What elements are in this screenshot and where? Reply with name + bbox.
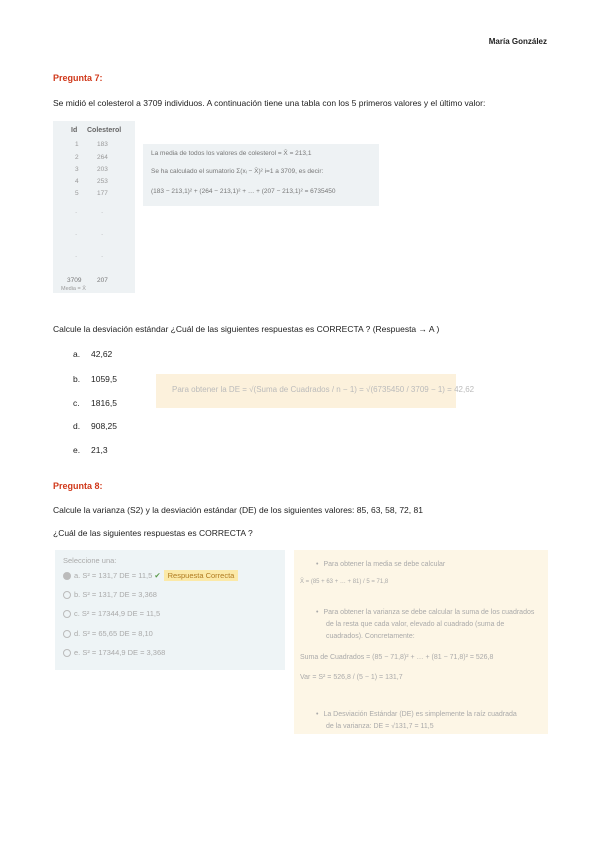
table-cell: · xyxy=(101,231,104,238)
table-cell: 5 xyxy=(75,190,79,197)
table-cell: 264 xyxy=(97,154,108,161)
explanation-mean-formula: X̄ = (85 + 63 + … + 81) / 5 = 71,8 xyxy=(300,579,389,585)
quiz-option-e xyxy=(63,648,165,657)
option-value: 21,3 xyxy=(91,445,108,455)
table-cell: 207 xyxy=(97,277,108,284)
option-a xyxy=(73,349,112,359)
explanation-sum-squares: Suma de Cuadrados = (85 − 71,8)² + … + (81 − 71,8)² = 526,8 xyxy=(300,654,494,661)
answer-highlight-text: Para obtener la DE = √(Suma de Cuadrados / n − 1) = √(6735450 / 3709 − 1) = 42,62 xyxy=(172,385,475,394)
question-7-title: Pregunta 7: xyxy=(53,73,103,83)
answer-highlight-image xyxy=(156,374,475,408)
question-8-prompt: ¿Cuál de las siguientes respuestas es CORRECTA ? xyxy=(53,528,253,538)
quiz-option-d xyxy=(63,629,153,638)
table-cell: · xyxy=(75,231,78,238)
quiz-option-text: a. S² = 131,7 DE = 11,5 xyxy=(74,571,153,580)
cholesterol-table-image xyxy=(53,121,135,293)
explanation-mean-intro: • Para obtener la media se debe calcular xyxy=(316,561,445,568)
question-8-statement: Calcule la varianza (S2) y la desviación estándar (DE) de los siguientes valores: 85, 63, 58, 72, 81 xyxy=(53,505,423,515)
quiz-option-text: d. S² = 65,65 DE = 8,10 xyxy=(74,629,153,638)
explanation-variance-line-1: • Para obtener la varianza se debe calcular la suma de los cuadrados xyxy=(316,609,534,616)
radio-selected-icon xyxy=(63,572,71,580)
formula-line-3: (183 − 213,1)² + (264 − 213,1)² + … + (207 − 213,1)² = 6735450 xyxy=(151,188,336,195)
table-header-id: Id xyxy=(71,127,78,134)
option-value: 42,62 xyxy=(91,349,113,359)
question-7-prompt: Calcule la desviación estándar ¿Cuál de las siguientes respuestas es CORRECTA ? (Respuesta → A ) xyxy=(53,324,440,334)
correct-answer-badge: Respuesta Correcta xyxy=(164,570,239,581)
table-cell: 3 xyxy=(75,166,79,173)
question-7-statement: Se midió el colesterol a 3709 individuos. A continuación tiene una tabla con los 5 primeros valores y el último valor: xyxy=(53,98,486,108)
explanation-variance-line-2: de la resta que cada valor, elevado al cuadrado (suma de xyxy=(326,621,505,628)
table-cell: 253 xyxy=(97,178,108,185)
table-cell: · xyxy=(101,253,104,260)
formula-line-1: La media de todos los valores de colesterol = X̄ = 213,1 xyxy=(151,150,312,157)
table-cell: 203 xyxy=(97,166,108,173)
option-e xyxy=(73,445,108,455)
table-footer: Media = X̄ xyxy=(61,286,86,292)
option-letter: e. xyxy=(73,445,81,455)
quiz-answer-image xyxy=(55,550,285,670)
table-cell: 4 xyxy=(75,178,79,185)
radio-icon xyxy=(63,610,71,618)
table-cell: 183 xyxy=(97,141,108,148)
table-cell: · xyxy=(101,209,104,216)
formula-line-2: Se ha calculado el sumatorio Σ(xᵢ − X̄)² i=1 a 3709, es decir: xyxy=(151,168,324,175)
radio-icon xyxy=(63,649,71,657)
author-name: María González xyxy=(488,37,547,46)
option-letter: a. xyxy=(73,349,81,359)
explanation-sd-line-2: de la varianza: DE = √131,7 = 11,5 xyxy=(326,723,434,730)
table-cell: 1 xyxy=(75,141,79,148)
option-value: 908,25 xyxy=(91,421,117,431)
option-b xyxy=(73,374,117,384)
quiz-option-text: b. S² = 131,7 DE = 3,368 xyxy=(74,590,157,599)
quiz-option-a xyxy=(63,571,238,580)
explanation-sd-line-1: • La Desviación Estándar (DE) es simplemente la raíz cuadrada xyxy=(316,711,517,718)
quiz-option-text: e. S² = 17344,9 DE = 3,368 xyxy=(74,648,166,657)
explanation-variance-line-3: cuadrados). Concretamente: xyxy=(326,633,415,640)
table-cell: · xyxy=(75,209,78,216)
option-letter: c. xyxy=(73,398,80,408)
option-d xyxy=(73,421,117,431)
table-cell: · xyxy=(75,253,78,260)
table-cell: 2 xyxy=(75,154,79,161)
option-c xyxy=(73,398,117,408)
option-value: 1816,5 xyxy=(91,398,117,408)
quiz-heading: Seleccione una: xyxy=(63,556,117,565)
quiz-option-b xyxy=(63,590,157,599)
explanation-variance-result: Var = S² = 526,8 / (5 − 1) = 131,7 xyxy=(300,674,403,681)
option-letter: b. xyxy=(73,374,81,384)
question-8-title: Pregunta 8: xyxy=(53,481,103,491)
table-cell: 177 xyxy=(97,190,108,197)
quiz-option-text: c. S² = 17344,9 DE = 11,5 xyxy=(74,609,161,618)
quiz-option-c xyxy=(63,609,160,618)
check-icon: ✔ xyxy=(154,571,161,580)
option-letter: d. xyxy=(73,421,81,431)
table-header-colesterol: Colesterol xyxy=(87,127,122,134)
radio-icon xyxy=(63,630,71,638)
formula-explanation-image xyxy=(143,144,379,206)
option-value: 1059,5 xyxy=(91,374,117,384)
radio-icon xyxy=(63,591,71,599)
table-cell: 3709 xyxy=(67,277,82,284)
solution-explanation-image xyxy=(294,550,548,734)
